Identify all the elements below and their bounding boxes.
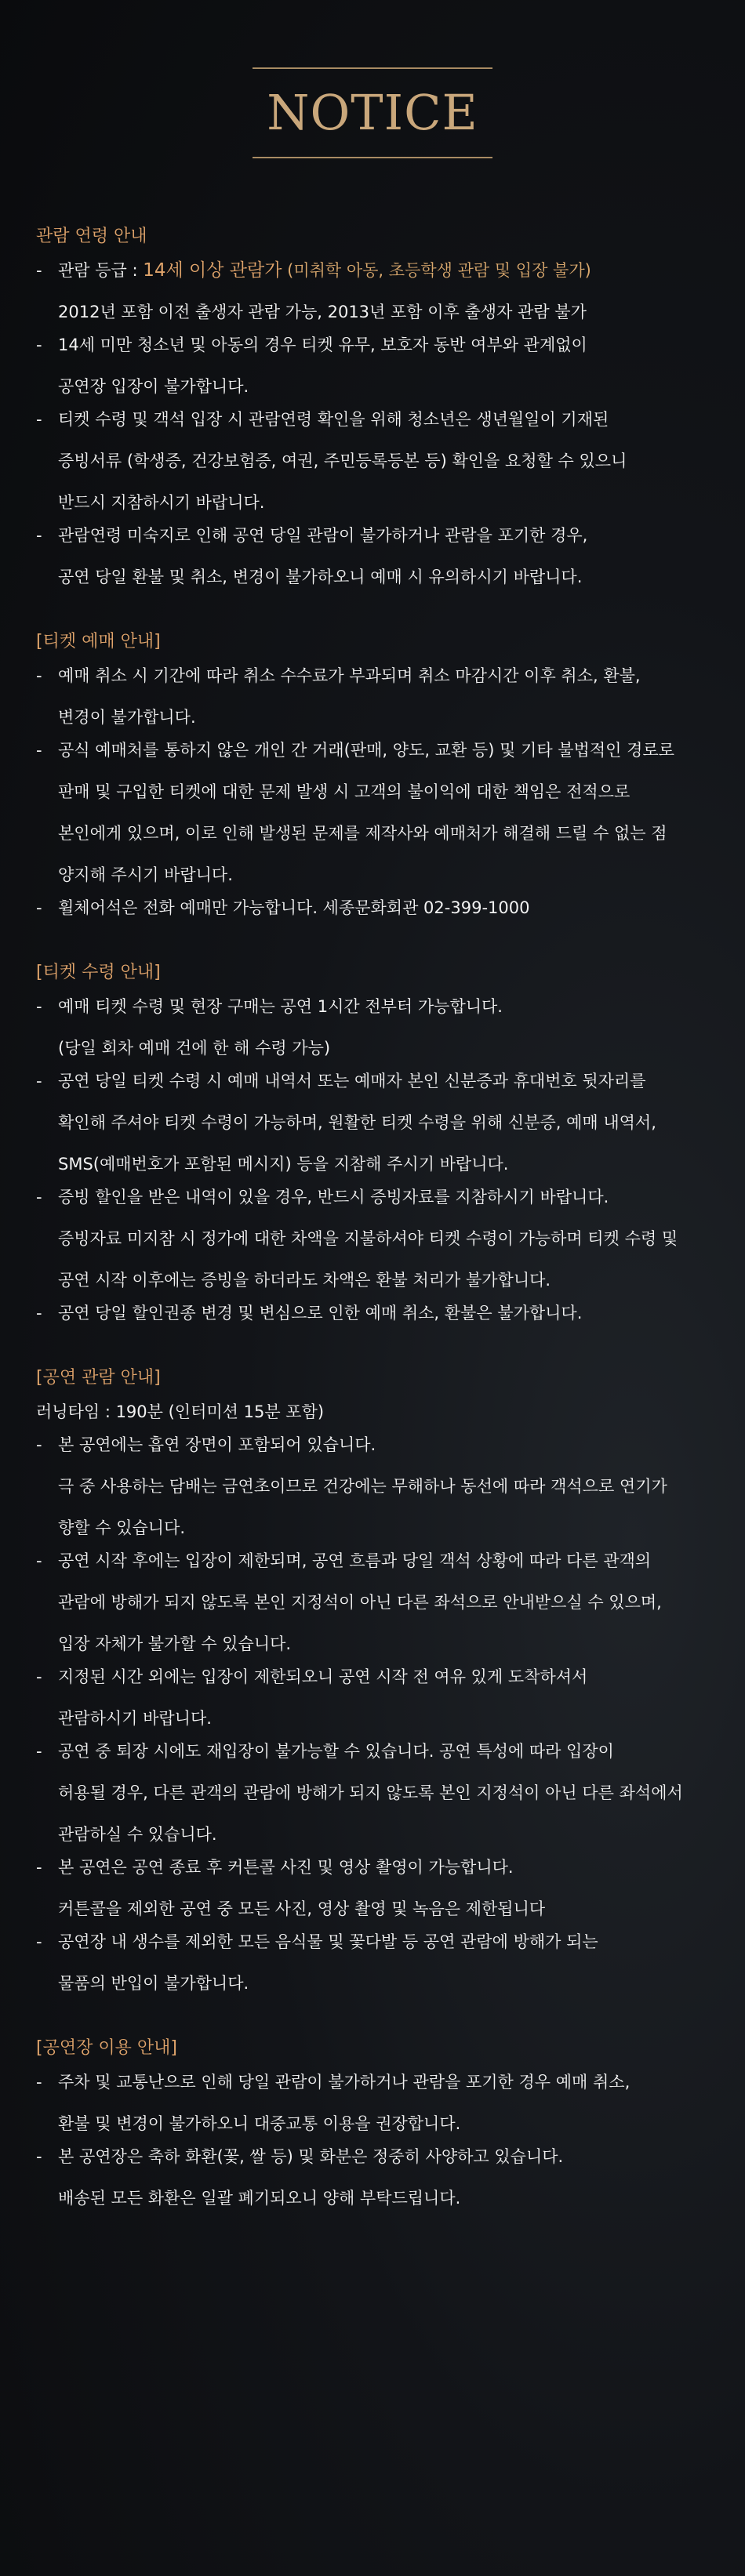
bottom-divider bbox=[253, 157, 492, 158]
bullet-dash: - bbox=[36, 261, 42, 280]
grade-label: 관람 등급 : bbox=[58, 261, 144, 280]
item-text-line: 커튼콜을 제외한 공연 중 모든 사진, 영상 촬영 및 녹음은 제한됩니다 bbox=[58, 1899, 546, 1918]
list-item bbox=[36, 1185, 718, 1293]
page-title: NOTICE bbox=[267, 84, 478, 141]
item-text-line: 증빙자료 미지참 시 정가에 대한 차액을 지불하셔야 티켓 수령이 가능하며 티켓 수령 및 bbox=[58, 1229, 678, 1248]
item-text-line: 허용될 경우, 다른 관객의 관람에 방해가 되지 않도록 본인 지정석이 아닌 다른 좌석에서 bbox=[58, 1783, 683, 1802]
grade-note: (미취학 아동, 초등학생 관람 및 입장 불가) bbox=[282, 261, 591, 280]
list-item bbox=[36, 1855, 718, 1921]
item-text-line: 티켓 수령 및 객석 입장 시 관람연령 확인을 위해 청소년은 생년월일이 기재된 bbox=[58, 410, 609, 429]
section-venue bbox=[36, 2037, 718, 2211]
notice-header bbox=[0, 0, 745, 180]
item-text-line: 입장 자체가 불가할 수 있습니다. bbox=[58, 1634, 292, 1653]
section-age bbox=[36, 226, 718, 590]
bullet-dash: - bbox=[36, 1304, 42, 1322]
item-text-line: 관람에 방해가 되지 않도록 본인 지정석이 아닌 다른 좌석으로 안내받으실 수 있으며, bbox=[58, 1593, 662, 1612]
bullet-dash: - bbox=[36, 1742, 42, 1761]
item-text-line: SMS(예매번호가 포함된 메시지) 등을 지참해 주시기 바랍니다. bbox=[58, 1155, 509, 1174]
item-text-line: 배송된 모든 화환은 일괄 폐기되오니 양해 부탁드립니다. bbox=[58, 2189, 461, 2208]
section-title: 관람 연령 안내 bbox=[36, 227, 147, 246]
item-text-line: 확인해 주셔야 티켓 수령이 가능하며, 원활한 티켓 수령을 위해 신분증, 예매 내역서, bbox=[58, 1113, 656, 1132]
item-text-line: 본인에게 있으며, 이로 인해 발생된 문제를 제작사와 예매처가 해결해 드릴 수 없는 점 bbox=[58, 824, 667, 843]
bullet-dash: - bbox=[36, 1551, 42, 1570]
section-title: [티켓 예매 안내] bbox=[36, 632, 161, 651]
list-item bbox=[36, 258, 718, 325]
item-text-line: (당일 회차 예매 건에 한 해 수령 가능) bbox=[58, 1039, 331, 1058]
item-text-line: 지정된 시간 외에는 입장이 제한되오니 공연 시작 전 여유 있게 도착하셔서 bbox=[58, 1667, 588, 1686]
grade-value: 14세 이상 관람가 bbox=[143, 260, 282, 281]
bullet-dash: - bbox=[36, 2147, 42, 2166]
section-pickup bbox=[36, 962, 718, 1326]
item-text-line: 공연 당일 티켓 수령 시 예매 내역서 또는 예매자 본인 신분증과 휴대번호 뒷자리를 bbox=[58, 1072, 646, 1090]
item-text-line: 공연 중 퇴장 시에도 재입장이 불가능할 수 있습니다. 공연 특성에 따라 입장이 bbox=[58, 1742, 614, 1761]
item-text-line: 판매 및 구입한 티켓에 대한 문제 발생 시 고객의 불이익에 대한 책임은 전적으로 bbox=[58, 782, 631, 801]
section-title: [공연 관람 안내] bbox=[36, 1368, 161, 1388]
item-text-line: 반드시 지참하시기 바랍니다. bbox=[58, 493, 265, 512]
bullet-dash: - bbox=[36, 336, 42, 354]
list-item bbox=[36, 1301, 718, 1326]
age-items bbox=[36, 332, 718, 590]
item-text-line: 증빙서류 (학생증, 건강보험증, 여권, 주민등록등본 등) 확인을 요청할 수 있으니 bbox=[58, 452, 627, 470]
item-text-line: 향할 수 있습니다. bbox=[58, 1518, 186, 1537]
item-text-line: 공연 시작 이후에는 증빙을 하더라도 차액은 환불 처리가 불가합니다. bbox=[58, 1271, 551, 1290]
item-text-line: 공연 당일 할인권종 변경 및 변심으로 인한 예매 취소, 환불은 불가합니다. bbox=[58, 1304, 583, 1322]
venue-items bbox=[36, 2070, 718, 2211]
item-text-line: 공연 시작 후에는 입장이 제한되며, 공연 흐름과 당일 객석 상황에 따라 다른 관객의 bbox=[58, 1551, 652, 1570]
item-text-line: 물품의 반입이 불가합니다. bbox=[58, 1974, 249, 1993]
section-title: [공연장 이용 안내] bbox=[36, 2038, 177, 2058]
bullet-dash: - bbox=[36, 1188, 42, 1206]
list-item bbox=[36, 332, 718, 399]
list-item bbox=[36, 1432, 718, 1540]
pickup-items bbox=[36, 994, 718, 1326]
list-item bbox=[36, 895, 718, 920]
item-text-line: 휠체어석은 전화 예매만 가능합니다. 세종문화회관 02-399-1000 bbox=[58, 898, 530, 917]
list-item bbox=[36, 2144, 718, 2211]
item-text-line: 14세 미만 청소년 및 아동의 경우 티켓 유무, 보호자 동반 여부와 관계없이 bbox=[58, 336, 587, 354]
list-item bbox=[36, 407, 718, 515]
list-item bbox=[36, 523, 718, 590]
runtime-text: 러닝타임 : 190분 (인터미션 15분 포함) bbox=[36, 1402, 325, 1421]
bullet-dash: - bbox=[36, 1667, 42, 1686]
grade-line-2: 2012년 포함 이전 출생자 관람 가능, 2013년 포함 이후 출생자 관람 불가 bbox=[58, 303, 587, 321]
item-text-line: 관람연령 미숙지로 인해 공연 당일 관람이 불가하거나 관람을 포기한 경우, bbox=[58, 526, 588, 545]
item-text-line: 공연장 내 생수를 제외한 모든 음식물 및 꽃다발 등 공연 관람에 방해가 되는 bbox=[58, 1932, 598, 1951]
section-title: [티켓 수령 안내] bbox=[36, 963, 161, 982]
top-divider bbox=[253, 67, 492, 69]
list-item bbox=[36, 663, 718, 730]
bullet-dash: - bbox=[36, 1858, 42, 1877]
item-text-line: 공식 예매처를 통하지 않은 개인 간 거래(판매, 양도, 교환 등) 및 기타 불법적인 경로로 bbox=[58, 741, 674, 760]
bullet-dash: - bbox=[36, 1435, 42, 1454]
item-text-line: 공연 당일 환불 및 취소, 변경이 불가하오니 예매 시 유의하시기 바랍니다. bbox=[58, 568, 583, 586]
item-text-line: 극 중 사용하는 담배는 금연초이므로 건강에는 무해하나 동선에 따라 객석으로 연기가 bbox=[58, 1477, 667, 1496]
item-text-line: 증빙 할인을 받은 내역이 있을 경우, 반드시 증빙자료를 지참하시기 바랍니다. bbox=[58, 1188, 609, 1206]
bullet-dash: - bbox=[36, 1072, 42, 1090]
section-booking bbox=[36, 631, 718, 920]
item-text-line: 관람하실 수 있습니다. bbox=[58, 1825, 217, 1844]
list-item bbox=[36, 1548, 718, 1656]
item-text-line: 주차 및 교통난으로 인해 당일 관람이 불가하거나 관람을 포기한 경우 예매 취소, bbox=[58, 2073, 631, 2092]
item-text-line: 예매 취소 시 기간에 따라 취소 수수료가 부과되며 취소 마감시간 이후 취소, 환불, bbox=[58, 666, 641, 685]
section-viewing bbox=[36, 1367, 718, 1996]
list-item bbox=[36, 1068, 718, 1177]
bullet-dash: - bbox=[36, 898, 42, 917]
bullet-dash: - bbox=[36, 666, 42, 685]
bullet-dash: - bbox=[36, 526, 42, 545]
item-text-line: 변경이 불가합니다. bbox=[58, 708, 196, 727]
bullet-dash: - bbox=[36, 997, 42, 1016]
item-text-line: 본 공연장은 축하 화환(꽃, 쌀 등) 및 화분은 정중히 사양하고 있습니다. bbox=[58, 2147, 564, 2166]
list-item bbox=[36, 1739, 718, 1847]
list-item bbox=[36, 994, 718, 1061]
item-text-line: 본 공연에는 흡연 장면이 포함되어 있습니다. bbox=[58, 1435, 376, 1454]
list-item bbox=[36, 1929, 718, 1996]
bullet-dash: - bbox=[36, 741, 42, 760]
booking-items bbox=[36, 663, 718, 920]
bullet-dash: - bbox=[36, 410, 42, 429]
item-text-line: 예매 티켓 수령 및 현장 구매는 공연 1시간 전부터 가능합니다. bbox=[58, 997, 503, 1016]
item-text-line: 본 공연은 공연 종료 후 커튼콜 사진 및 영상 촬영이 가능합니다. bbox=[58, 1858, 514, 1877]
item-text-line: 관람하시기 바랍니다. bbox=[58, 1709, 212, 1728]
list-item bbox=[36, 1664, 718, 1731]
list-item bbox=[36, 2070, 718, 2136]
item-text-line: 환불 및 변경이 불가하오니 대중교통 이용을 권장합니다. bbox=[58, 2114, 461, 2133]
notice-content bbox=[36, 226, 718, 2252]
item-text-line: 양지해 주시기 바랍니다. bbox=[58, 865, 233, 884]
bullet-dash: - bbox=[36, 1932, 42, 1951]
bullet-dash: - bbox=[36, 2073, 42, 2092]
item-text-line: 공연장 입장이 불가합니다. bbox=[58, 377, 249, 396]
list-item bbox=[36, 738, 718, 887]
grade-line bbox=[58, 258, 718, 283]
viewing-items bbox=[36, 1432, 718, 1996]
